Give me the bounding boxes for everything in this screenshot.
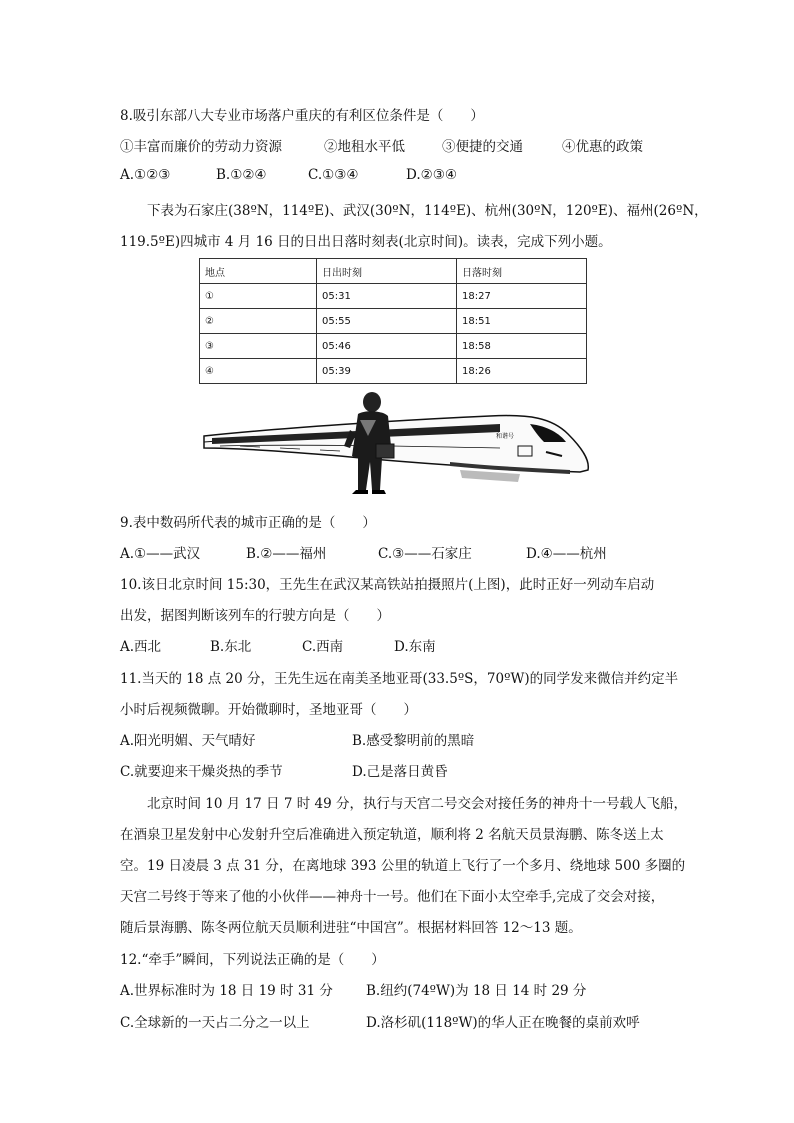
q12-option: B.纽约(74ºW)为 18 日 14 时 29 分	[366, 983, 587, 999]
q9-option: D.④——杭州	[526, 546, 607, 562]
table-row	[200, 334, 587, 359]
q12-option: C.全球新的一天占二分之一以上	[120, 1015, 310, 1031]
q12-option: A.世界标准时为 18 日 19 时 31 分	[120, 983, 333, 999]
q11-option: B.感受黎明前的黑暗	[352, 733, 475, 749]
table-header: 地点	[200, 259, 317, 284]
table-cell: 18:58	[457, 334, 587, 359]
q8-condition: ④优惠的政策	[562, 139, 643, 155]
q8-condition: ①丰富而廉价的劳动力资源	[120, 139, 282, 155]
table-cell: 05:46	[317, 334, 457, 359]
intro-line-2: 119.5ºE)四城市 4 月 16 日的日出日落时刻表(北京时间)。读表，完成下列小题。	[120, 234, 612, 250]
q10-stem-line-1: 10.该日北京时间 15:30，王先生在武汉某高铁站拍摄照片(上图)，此时正好一列动车启动	[120, 577, 655, 593]
q9-option: C.③——石家庄	[378, 546, 472, 562]
train-photo-illustration	[200, 386, 592, 498]
table-cell: 18:51	[457, 309, 587, 334]
q10-option: D.东南	[394, 639, 436, 655]
q12-stem: 12.“牵手”瞬间，下列说法正确的是（ ）	[120, 952, 385, 968]
q10-option: C.西南	[302, 639, 344, 655]
man-figure-icon	[344, 392, 394, 494]
q11-stem-line-1: 11.当天的 18 点 20 分，王先生远在南美圣地亚哥(33.5ºS，70ºW)的同学发来微信并约定半	[120, 671, 679, 687]
table-row	[200, 359, 587, 384]
passage-line: 随后景海鹏、陈冬两位航天员顺利进驻“中国宫”。根据材料回答 12～13 题。	[120, 920, 582, 936]
q8-condition: ②地租水平低	[324, 139, 405, 155]
q8-stem: 8.吸引东部八大专业市场落户重庆的有利区位条件是（ ）	[120, 108, 484, 124]
intro-line-1: 下表为石家庄(38ºN，114ºE)、武汉(30ºN，114ºE)、杭州(30ºN，120ºE)、福州(26ºN，	[147, 203, 708, 219]
q10-option: B.东北	[210, 639, 252, 655]
q9-option: A.①——武汉	[120, 546, 201, 562]
table-header-row	[200, 259, 587, 284]
table-row	[200, 309, 587, 334]
q8-option: D.②③④	[406, 167, 457, 183]
q11-option: A.阳光明媚、天气晴好	[120, 733, 256, 749]
q8-option: A.①②③	[120, 167, 171, 183]
high-speed-train-icon	[204, 416, 588, 482]
q8-option: B.①②④	[216, 167, 267, 183]
table-cell: 18:26	[457, 359, 587, 384]
table-cell: ③	[200, 334, 317, 359]
q10-option: A.西北	[120, 639, 162, 655]
q10-stem-line-2: 出发，据图判断该列车的行驶方向是（ ）	[120, 608, 390, 624]
table-cell: 05:31	[317, 284, 457, 309]
sunrise-sunset-table	[199, 258, 587, 384]
table-cell: ②	[200, 309, 317, 334]
q11-option: D.己是落日黄昏	[352, 764, 448, 780]
table-cell: ①	[200, 284, 317, 309]
table-row	[200, 284, 587, 309]
q11-stem-line-2: 小时后视频微聊。开始微聊时，圣地亚哥（ ）	[120, 702, 417, 718]
passage-line: 北京时间 10 月 17 日 7 时 49 分，执行与天宫二号交会对接任务的神舟十一号载人飞船，	[147, 796, 687, 812]
q11-option: C.就要迎来干燥炎热的季节	[120, 764, 283, 780]
passage-line: 天宫二号终于等来了他的小伙伴——神舟十一号。他们在下面小太空牵手,完成了交会对接，	[120, 889, 665, 905]
q12-option: D.洛杉矶(118ºW)的华人正在晚餐的桌前欢呼	[366, 1015, 640, 1031]
table-cell: 18:27	[457, 284, 587, 309]
table-header: 日落时刻	[457, 259, 587, 284]
q9-option: B.②——福州	[246, 546, 327, 562]
table-cell: 05:39	[317, 359, 457, 384]
q9-stem: 9.表中数码所代表的城市正确的是（ ）	[120, 515, 376, 531]
passage-line: 空。19 日凌晨 3 点 31 分，在离地球 393 公里的轨道上飞行了一个多月、绕地球 500 多圈的	[120, 858, 686, 874]
q8-condition: ③便捷的交通	[442, 139, 523, 155]
table-cell: 05:55	[317, 309, 457, 334]
train-logo: 和谐号	[496, 433, 515, 440]
table-header: 日出时刻	[317, 259, 457, 284]
table-cell: ④	[200, 359, 317, 384]
q8-option: C.①③④	[308, 167, 359, 183]
passage-line: 在酒泉卫星发射中心发射升空后准确进入预定轨道，顺利将 2 名航天员景海鹏、陈冬送上太	[120, 827, 664, 843]
